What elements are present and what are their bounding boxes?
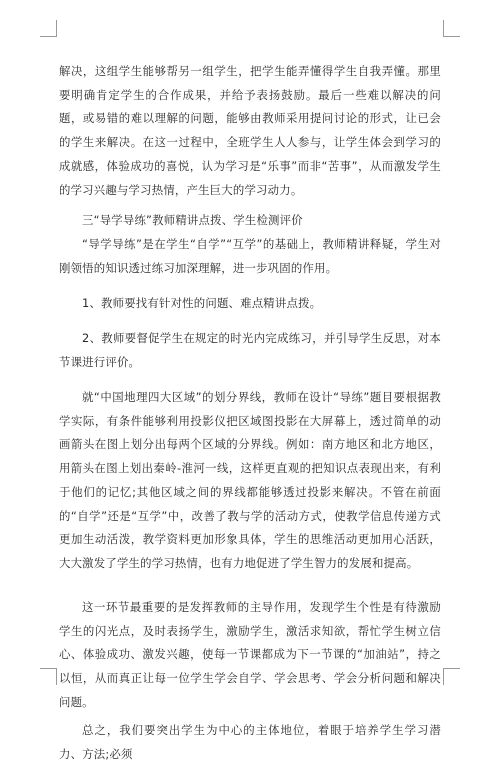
spacer — [59, 375, 441, 386]
crop-mark-bottom-right — [443, 668, 460, 685]
paragraph-group-work: 解决，这组学生能够帮另一组学生，把学生能弄懂得学生自我弄懂。那里要明确肯定学生的合作成果，并给予表扬鼓励。最后一些难以解决的问题，或易错的难以理解的问题，能够由教师采用提问讨论的形式，让已会的学生来解决。在这一过程中，全班学生人人参与，让学生体会到学习的成就感，体验成功的喜悦，认为学习是“乐事”而非“苦事”，从而激发学生的学习兴趣与学习热情，产生巨大的学习动力。 — [59, 64, 441, 197]
spacer — [59, 316, 441, 327]
document-body — [59, 60, 441, 761]
crop-mark-top-right — [443, 20, 460, 37]
paragraph-conclusion: 总之，我们要突出学生为中心的主体地位，着眼于培养学生学习潜力、方法;必须 — [59, 723, 441, 761]
crop-mark-bottom-left — [40, 668, 57, 685]
paragraph-geography-example: 就“中国地理四大区域”的划分界线，教师在设计“导练”题目要根据教学实际，有条件能够利用投影仪把区域图投影在大屏幕上，透过简单的动画箭头在图上划分出每两个区域的分界线。例如：南方地区和北方地区，用箭头在图上划出秦岭-淮河一线，这样更直观的把知识点表现出来，有利于他们的记忆;其他区域之间的界线都能够透过投影来解决。不管在前面的“自学”还是“互学”中，改善了教与学的活动方式，使教学信息传递方式更加生动活泼，教学资料更加形象具体，学生的思维活动更加用心活跃，大大激发了学生的学习热情，也有力地促进了学生智力的发展和提高。 — [59, 390, 441, 570]
list-item-2: 2、教师要督促学生在规定的时光内完成练习，并引导学生反思，对本节课进行评价。 — [59, 331, 441, 369]
spacer — [59, 281, 441, 292]
section-heading-guided-practice: 三“导学导练”教师精讲点拨、学生检测评价 — [82, 213, 303, 227]
paragraph-teacher-role: 这一环节最重要的是发挥教师的主导作用，发现学生个性是有待激励学生的闪光点，及时表扬学生，激励学生，激活求知欲，帮忙学生树立信心、体验成功、激发兴趣，使每一节课都成为下一节课的“加油站”，持之以恒，从而真正让每一位学生学会自学、学会思考、学会分析问题和解决问题。 — [59, 600, 441, 709]
list-item-1: 1、教师要找有针对性的问题、难点精讲点拨。 — [82, 296, 322, 310]
spacer — [59, 709, 441, 719]
spacer — [59, 586, 441, 596]
paragraph-guided-practice-intro: “导学导练”是在学生“自学”“互学”的基础上，教师精讲释疑，学生对刚领悟的知识透过练习加深理解，进一步巩固的作用。 — [59, 237, 441, 275]
crop-mark-top-left — [40, 20, 57, 37]
